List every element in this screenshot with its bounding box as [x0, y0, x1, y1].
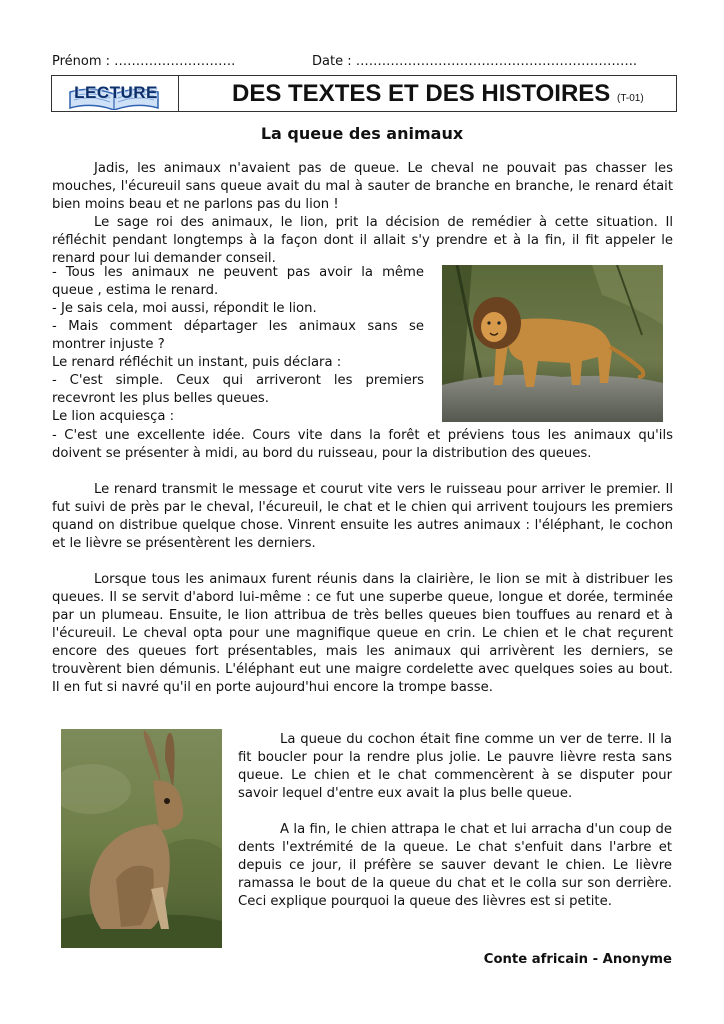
lecture-logo — [66, 80, 162, 108]
page-title-text: DES TEXTES ET DES HISTOIRES — [232, 80, 611, 107]
page-title — [232, 80, 644, 108]
dialogue-line: - Je sais cela, moi aussi, répondit le lion. — [52, 301, 317, 316]
paragraph: Jadis, les animaux n'avaient pas de queue. Le cheval ne pouvait pas chasser les mouches, l'écureuil sans queue avait du mal à sauter de branche en branche, le renard était bien moins beau et ne parlons pas du lion ! — [52, 161, 673, 212]
lion-photo — [442, 265, 663, 422]
document-code: (T-01) — [616, 93, 644, 104]
hare-photo — [61, 729, 222, 948]
story-intro — [52, 160, 673, 268]
first-name-field[interactable]: Prénom : ………………………. — [52, 54, 236, 69]
paragraph: A la fin, le chien attrapa le chat et lui arracha d'un coup de dents l'extrémité de la queue. Le chat s'enfuit dans l'arbre et depuis ce jour, il préfère se sauver devant le chien. Le lièvre ramassa le bout de la queue du chat et le colla sur son derrière. Ceci explique pourquoi la queue des lièvres est si petite. — [238, 822, 672, 909]
title-divider — [178, 76, 179, 111]
dialogue-line: Le renard réfléchit un instant, puis déclara : — [52, 355, 342, 370]
dialogue-line: Le lion acquiesça : — [52, 409, 175, 424]
paragraph-gap — [52, 463, 673, 481]
paragraph: Lorsque tous les animaux furent réunis dans la clairière, le lion se mit à distribuer les queues. Il se servit d'abord lui-même : ce fut une superbe queue, longue et dorée, terminée par un plumeau. Ensuite, le lion attribua de très belles queues bien touffues au renard et à l'écureuil. Le cheval opta pour une magnifique queue en crin. Le chien et le chat reçurent encore des queues fort présentables, mais les animaux qui arrivèrent les derniers, se trouvèrent bien démunis. L'éléphant eut une maigre cordelette avec quelques soies au bout. Il en fut si navré qu'il en porte aujourd'hui encore la trompe basse. — [52, 572, 673, 695]
paragraph: La queue du cochon était fine comme un ver de terre. Il la fit boucler pour la rendre plus jolie. Le pauvre lièvre resta sans queue. Le chien et le chat commencèrent à se disputer pour savoir lequel d'entre eux avait la plus belle queue. — [238, 732, 672, 801]
dialogue-line: - C'est simple. Ceux qui arriveront les premiers recevront les plus belles queues. — [52, 373, 424, 406]
paragraph: Le sage roi des animaux, le lion, prit la décision de remédier à cette situation. Il réfléchit pendant longtemps à la façon dont il allait s'y prendre et à la fin, il fit appeler le renard pour lui demander conseil. — [52, 215, 673, 266]
date-field[interactable]: Date : ……………………………………………………….. — [312, 54, 637, 69]
story-title: La queue des animaux — [260, 124, 464, 143]
dialogue-line: - Mais comment départager les animaux sans se montrer injuste ? — [52, 319, 424, 352]
paragraph-gap — [52, 553, 673, 571]
dialogue-line: - C'est une excellente idée. Cours vite dans la forêt et préviens tous les animaux qu'ils doivent se présenter à midi, au bord du ruisseau, pour la distribution des queues. — [52, 428, 673, 461]
paragraph: Le renard transmit le message et courut vite vers le ruisseau pour arriver le premier. Il fut suivi de près par le cheval, l'écureuil, le chat et le chien qui arrivent toujours les premiers quand on distribue quelque chose. Vinrent ensuite les autres animaux : l'éléphant, le cochon et le lièvre se présentèrent les derniers. — [52, 482, 673, 551]
story-ending — [238, 731, 672, 911]
story-body — [52, 427, 673, 697]
dialogue-line: - Tous les animaux ne peuvent pas avoir la même queue , estima le renard. — [52, 265, 424, 298]
story-source: Conte africain - Anonyme — [483, 952, 672, 967]
logo-text: LECTURE — [74, 83, 158, 102]
paragraph-gap — [238, 803, 672, 821]
dialogue-block — [52, 264, 424, 426]
